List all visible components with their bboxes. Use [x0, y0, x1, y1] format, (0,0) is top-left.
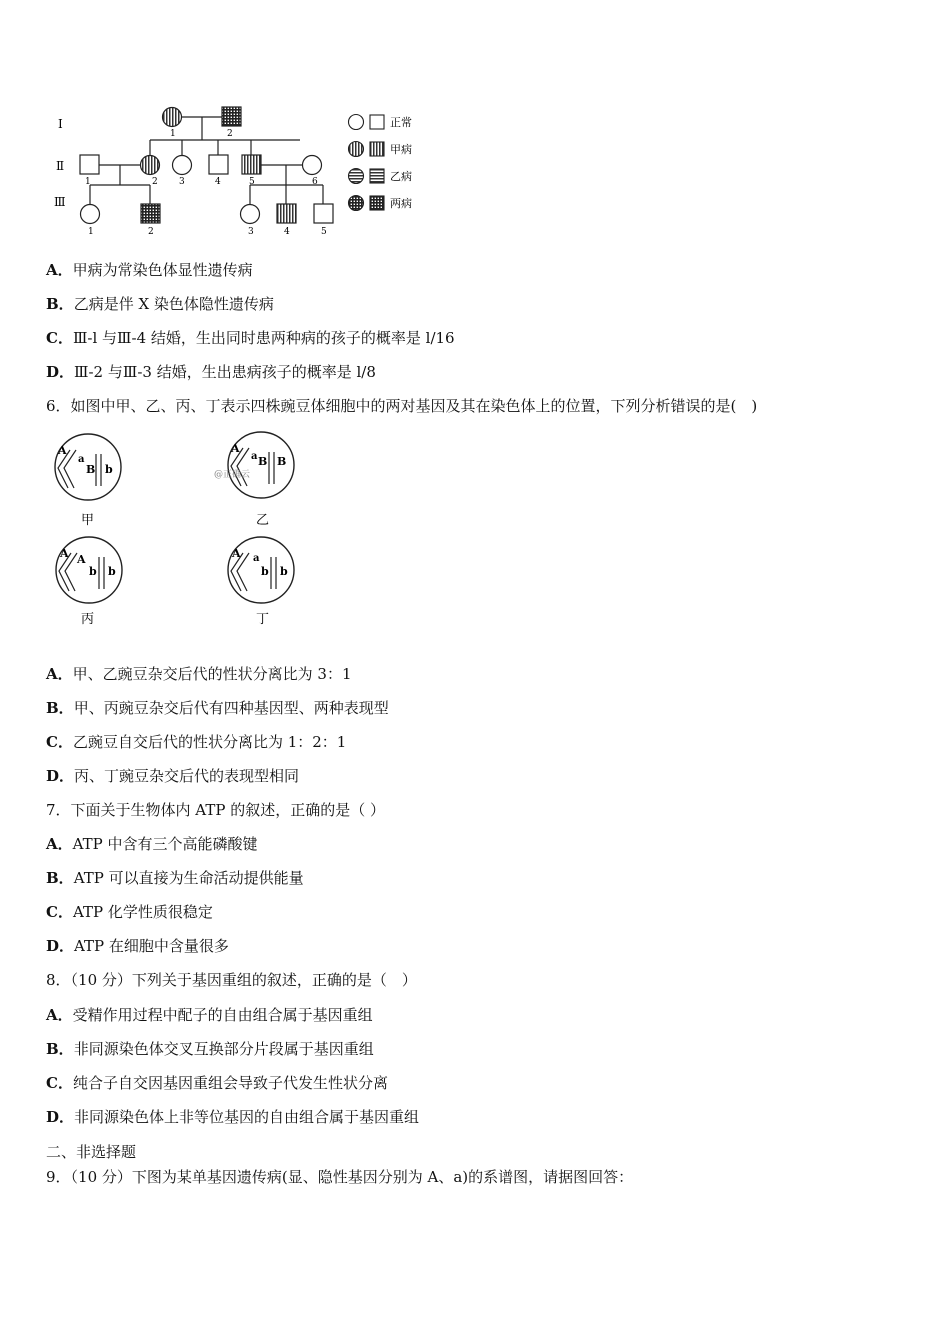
III-4-male-jia	[277, 204, 296, 223]
legend-yi-label: 乙病	[390, 170, 412, 183]
gen3-num-4: 4	[284, 227, 290, 237]
gene-label: a	[253, 553, 260, 564]
option-text: 受精作用过程中配子的自由组合属于基因重组	[72, 1006, 373, 1024]
q7-option-c	[46, 902, 213, 922]
option-text: 非同源染色体交叉互换部分片段属于基因重组	[73, 1040, 374, 1058]
option-text: ATP 中含有三个高能磷酸键	[72, 835, 258, 853]
II-4-male-normal	[209, 155, 228, 174]
option-text: 甲、乙豌豆杂交后代的性状分离比为 3：1	[72, 665, 352, 683]
III-2-male-both	[141, 204, 160, 223]
q8-stem: 8．（10 分）下列关于基因重组的叙述，正确的是（ ）	[46, 971, 417, 989]
section-heading: 二、非选择题	[46, 1143, 137, 1161]
option-text: 乙病是伴 X 染色体隐性遗传病	[73, 295, 274, 313]
option-text: ATP 化学性质很稳定	[72, 903, 213, 921]
gen-label-3: Ⅲ	[54, 195, 66, 209]
gen2-num-4: 4	[215, 177, 221, 187]
gen2-num-6: 6	[312, 177, 318, 187]
cell-yi	[214, 432, 294, 528]
cell-diagrams	[46, 430, 326, 630]
gene-label: a	[251, 451, 258, 462]
q7-option-b	[46, 868, 304, 888]
I-1-female-jia	[163, 108, 182, 127]
option-text: ATP 在细胞中含量很多	[74, 937, 229, 955]
option-letter: D．	[46, 767, 75, 785]
gen2-num-3: 3	[179, 177, 185, 187]
cell-ding	[228, 537, 294, 627]
watermark: @正确云	[214, 470, 251, 480]
gene-label: A	[60, 547, 69, 560]
II-6-female-normal	[303, 156, 322, 175]
option-text: 甲病为常染色体显性遗传病	[72, 261, 253, 279]
gene-label: B	[258, 455, 268, 468]
gene-label: B	[277, 455, 287, 468]
cell-bing	[56, 537, 122, 627]
III-5-male-normal	[314, 204, 333, 223]
gen2-num-5: 5	[249, 177, 255, 187]
option-letter: B．	[46, 699, 74, 717]
q6-option-a	[46, 664, 352, 684]
option-letter: B．	[46, 869, 74, 887]
III-3-female-normal	[241, 205, 260, 224]
cell-name: 甲	[81, 513, 95, 528]
gen2-num-2: 2	[152, 177, 158, 187]
gen3-num-2: 2	[148, 227, 154, 237]
gene-label: b	[261, 565, 269, 578]
q7-option-a	[46, 834, 258, 854]
q8-option-b	[46, 1039, 374, 1059]
option-text: 乙豌豆自交后代的性状分离比为 1：2：1	[72, 733, 347, 751]
option-text: 甲、丙豌豆杂交后代有四种基因型、两种表现型	[73, 699, 389, 717]
q7-stem: 7．下面关于生物体内 ATP 的叙述，正确的是（ ）	[46, 801, 385, 819]
option-text: Ⅲ-2 与Ⅲ-3 结婚，生出患病孩子的概率是 l/8	[74, 363, 376, 381]
gene-label: b	[89, 565, 97, 578]
q7-option-d	[46, 936, 229, 956]
legend-normal-label: 正常	[390, 116, 412, 129]
II-1-male-normal	[80, 155, 99, 174]
gen-label-1: Ⅰ	[58, 117, 63, 131]
option-letter: C．	[46, 1074, 73, 1092]
q8-option-c	[46, 1073, 388, 1093]
option-letter: C．	[46, 733, 73, 751]
option-letter: D．	[46, 1108, 75, 1126]
gene-label: b	[108, 565, 116, 578]
cell-name: 丁	[256, 612, 270, 627]
gen-label-2: Ⅱ	[56, 159, 65, 173]
option-letter: D．	[46, 363, 75, 381]
gene-label: A	[232, 547, 241, 560]
option-text: ATP 可以直接为生命活动提供能量	[73, 869, 304, 887]
q6-option-d	[46, 766, 299, 786]
III-1-female-normal	[81, 205, 100, 224]
cell-name: 乙	[256, 513, 270, 528]
q8-option-a	[46, 1005, 373, 1025]
cell-jia	[55, 434, 121, 528]
II-3-female-normal	[173, 156, 192, 175]
option-text: 纯合子自交因基因重组会导致子代发生性状分离	[72, 1074, 388, 1092]
q5-option-c	[46, 328, 455, 348]
q5-option-d	[46, 362, 376, 382]
gen1-num-2: 2	[227, 129, 233, 139]
II-5-male-jia	[242, 155, 261, 174]
option-letter: B．	[46, 295, 74, 313]
q8-option-d	[46, 1107, 419, 1127]
I-2-male-both	[222, 107, 241, 126]
gen1-num-1: 1	[170, 129, 176, 139]
q6-stem: 6．如图中甲、乙、丙、丁表示四株豌豆体细胞中的两对基因及其在染色体上的位置，下列分析错误的是( )	[46, 397, 758, 415]
cell-name: 丙	[81, 612, 95, 627]
option-letter: A．	[46, 665, 73, 683]
option-letter: A．	[46, 261, 73, 279]
gene-label: a	[78, 454, 85, 465]
option-letter: A．	[46, 1006, 73, 1024]
option-letter: C．	[46, 329, 73, 347]
q9-stem: 9．（10 分）下图为某单基因遗传病(显、隐性基因分别为 A、a)的系谱图，请据图回答：	[46, 1168, 634, 1186]
legend-jia-label: 甲病	[390, 143, 412, 156]
q5-option-a	[46, 260, 253, 280]
gen3-num-1: 1	[88, 227, 94, 237]
gene-label: A	[77, 553, 86, 566]
q5-option-b	[46, 294, 274, 314]
option-letter: D．	[46, 937, 75, 955]
option-text: 丙、丁豌豆杂交后代的表现型相同	[74, 767, 300, 785]
II-2-female-jia	[141, 156, 160, 175]
option-text: Ⅲ-l 与Ⅲ-4 结婚，生出同时患两种病的孩子的概率是 l/16	[72, 329, 455, 347]
gene-label: b	[280, 565, 288, 578]
legend-both-label: 两病	[390, 197, 412, 210]
q6-option-c	[46, 732, 346, 752]
gene-label: A	[58, 444, 67, 457]
pedigree-chart	[46, 100, 436, 242]
option-letter: C．	[46, 903, 73, 921]
gene-label: b	[105, 463, 113, 476]
gen2-num-1: 1	[85, 177, 91, 187]
gene-label: A	[231, 442, 240, 455]
gen3-num-5: 5	[321, 227, 327, 237]
option-letter: B．	[46, 1040, 74, 1058]
gen3-num-3: 3	[248, 227, 254, 237]
option-letter: A．	[46, 835, 73, 853]
option-text: 非同源染色体上非等位基因的自由组合属于基因重组	[74, 1108, 420, 1126]
pedigree-legend	[349, 115, 413, 211]
gene-label: B	[86, 463, 96, 476]
q6-option-b	[46, 698, 389, 718]
